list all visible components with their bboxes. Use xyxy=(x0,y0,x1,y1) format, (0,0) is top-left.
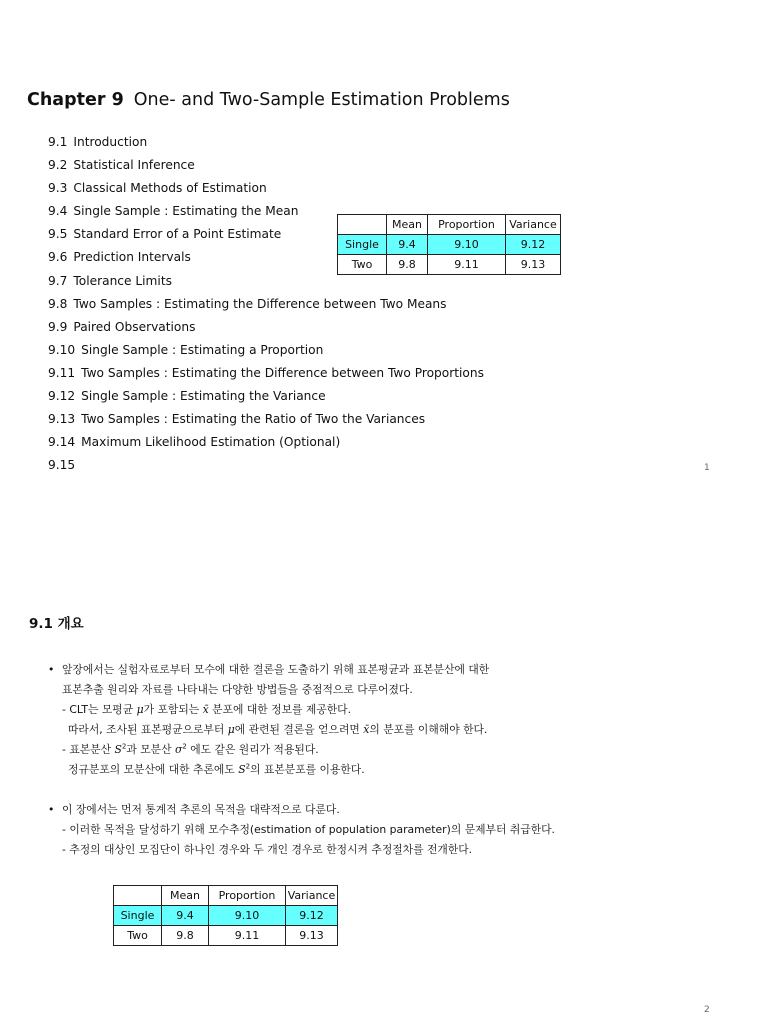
toc-item-number: 9.13 xyxy=(48,412,76,427)
toc-item-label: Two Samples : Estimating the Difference between Two Means xyxy=(73,296,447,311)
bullet-icon: • xyxy=(48,663,55,676)
paragraph-line xyxy=(48,760,489,780)
mu-symbol: μ xyxy=(227,723,235,736)
bullet-line xyxy=(48,800,555,820)
text-run: - 표본분산 xyxy=(62,743,115,756)
toc-item-number: 9.14 xyxy=(48,435,76,450)
text-run: 에도 같은 원리가 적용된다. xyxy=(186,743,319,756)
table-header-cell xyxy=(114,886,162,906)
table-cell: 9.4 xyxy=(162,906,209,926)
table-header-cell: Proportion xyxy=(428,215,506,235)
mu-symbol: μ xyxy=(136,703,144,716)
chapter-title-text: One- and Two-Sample Estimation Problems xyxy=(133,90,510,110)
table-header-cell: Mean xyxy=(162,886,209,906)
toc-item-label: Single Sample : Estimating the Variance xyxy=(81,389,326,404)
paragraph-line: 표본추출 원리와 자료를 나타내는 다양한 방법들을 중점적으로 다루어졌다. xyxy=(62,683,413,696)
table-header-row xyxy=(114,886,338,906)
toc-item-number: 9.8 xyxy=(48,296,68,311)
table-cell: 9.11 xyxy=(209,926,286,946)
paragraph-text: 앞장에서는 실험자료로부터 모수에 대한 결론을 도출하기 위해 표본평균과 표본분산에 대한 xyxy=(62,663,490,676)
chapter-title xyxy=(27,90,510,110)
xbar-symbol: x̄ xyxy=(202,703,209,716)
toc-item-label: Classical Methods of Estimation xyxy=(73,181,267,196)
toc-item-number: 9.9 xyxy=(48,319,68,334)
toc-item-number: 9.15 xyxy=(48,458,76,473)
table-header-cell xyxy=(338,215,387,235)
table-cell: 9.8 xyxy=(162,926,209,946)
text-run: 가 포함되는 xyxy=(143,703,203,716)
toc-item-label: Introduction xyxy=(73,135,148,149)
toc-item-number: 9.5 xyxy=(48,227,68,242)
table-cell: 9.13 xyxy=(506,255,561,275)
toc-item xyxy=(48,316,484,339)
table-cell: 9.8 xyxy=(387,255,428,275)
toc-item-number: 9.2 xyxy=(48,158,68,173)
bullet-icon: • xyxy=(48,803,55,816)
table-row-single xyxy=(114,906,338,926)
section-heading: 9.1 개요 xyxy=(29,616,84,632)
toc-item-label: Single Sample : Estimating a Proportion xyxy=(81,342,324,357)
toc-item-label: Maximum Likelihood Estimation (Optional) xyxy=(81,435,341,450)
text-run: 에 관련된 결론을 얻으려면 xyxy=(234,723,364,736)
s-symbol: S xyxy=(114,743,122,756)
table-row-two xyxy=(338,255,561,275)
toc-item-number: 9.12 xyxy=(48,389,76,404)
table-header-cell: Variance xyxy=(286,886,338,906)
paragraph-line xyxy=(48,720,489,740)
table-cell: 9.13 xyxy=(286,926,338,946)
superscript: 2 xyxy=(182,742,187,751)
table-header-cell: Proportion xyxy=(209,886,286,906)
text-run: 과 모분산 xyxy=(126,743,175,756)
toc-item xyxy=(48,177,484,200)
sigma-symbol: σ xyxy=(174,743,183,756)
text-run: - CLT는 모평균 xyxy=(62,703,137,716)
bullet-line xyxy=(48,660,489,680)
table-header-row xyxy=(338,215,561,235)
superscript: 2 xyxy=(121,742,127,751)
table-row-label: Two xyxy=(338,255,387,275)
table-cell: 9.12 xyxy=(286,906,338,926)
toc-item xyxy=(48,431,484,454)
toc-item xyxy=(48,362,484,385)
table-row-two xyxy=(114,926,338,946)
toc-item-number: 9.4 xyxy=(48,204,68,219)
toc-item xyxy=(48,408,484,431)
table-row-label: Single xyxy=(338,235,387,255)
toc-item-label: Two Samples : Estimating the Difference between Two Proportions xyxy=(81,365,484,380)
table-cell: 9.12 xyxy=(506,235,561,255)
toc-item xyxy=(48,454,484,477)
paragraph-line xyxy=(48,700,489,720)
toc-item-number: 9.11 xyxy=(48,365,76,380)
intro-paragraph xyxy=(48,800,555,860)
toc-item-label: Paired Observations xyxy=(73,319,196,334)
section-reference-table xyxy=(113,885,338,946)
table-cell: 9.4 xyxy=(387,235,428,255)
superscript: 2 xyxy=(245,762,251,771)
toc-item-number: 9.7 xyxy=(48,273,68,288)
text-run: 정규분포의 모분산에 대한 추론에도 xyxy=(68,763,239,776)
toc-item xyxy=(48,339,484,362)
paragraph-line: - 이러한 목적을 달성하기 위해 모수추정(estimation of population parameter)의 문제부터 취급한다. xyxy=(62,823,555,836)
toc-item xyxy=(48,385,484,408)
toc-item-number: 9.3 xyxy=(48,181,68,196)
s-symbol: S xyxy=(238,763,246,776)
toc-item-label: Prediction Intervals xyxy=(73,250,191,265)
text-run: 의 분포를 이해해야 한다. xyxy=(369,723,488,736)
toc-item xyxy=(48,131,484,154)
text-run: 분포에 대한 정보를 제공한다. xyxy=(208,703,352,716)
paragraph-line: - 추정의 대상인 모집단이 하나인 경우와 두 개인 경우로 한정시켜 추정절차를 전개한다. xyxy=(62,843,473,856)
toc-item-label: Tolerance Limits xyxy=(73,273,172,288)
table-header-cell: Variance xyxy=(506,215,561,235)
toc-item-number: 9.10 xyxy=(48,342,76,357)
toc-item-label: Two Samples : Estimating the Ratio of Two the Variances xyxy=(81,412,426,427)
table-of-contents xyxy=(48,131,484,477)
table-cell: 9.11 xyxy=(428,255,506,275)
paragraph-text: 이 장에서는 먼저 통계적 추론의 목적을 대략적으로 다룬다. xyxy=(62,803,340,816)
table-row-label: Two xyxy=(114,926,162,946)
intro-paragraph xyxy=(48,660,489,780)
toc-item xyxy=(48,154,484,177)
table-cell: 9.10 xyxy=(428,235,506,255)
page-number: 1 xyxy=(704,463,710,473)
text-run: 의 표본분포를 이용한다. xyxy=(250,763,365,776)
chapter-label: Chapter 9 xyxy=(27,90,124,110)
section-reference-table xyxy=(337,214,561,275)
table-header-cell: Mean xyxy=(387,215,428,235)
toc-item-label: Statistical Inference xyxy=(73,158,195,173)
table-cell: 9.10 xyxy=(209,906,286,926)
toc-item xyxy=(48,293,484,316)
text-run: 따라서, 조사된 표본평균으로부터 xyxy=(68,723,228,736)
toc-item-number: 9.6 xyxy=(48,250,68,265)
toc-item-label: Standard Error of a Point Estimate xyxy=(73,227,282,242)
xbar-symbol: x̄ xyxy=(363,723,370,736)
table-row-single xyxy=(338,235,561,255)
table-row-label: Single xyxy=(114,906,162,926)
toc-item-label: Single Sample : Estimating the Mean xyxy=(73,204,299,219)
toc-item-number: 9.1 xyxy=(48,135,68,149)
paragraph-line xyxy=(48,740,489,760)
page-number: 2 xyxy=(704,1005,710,1015)
